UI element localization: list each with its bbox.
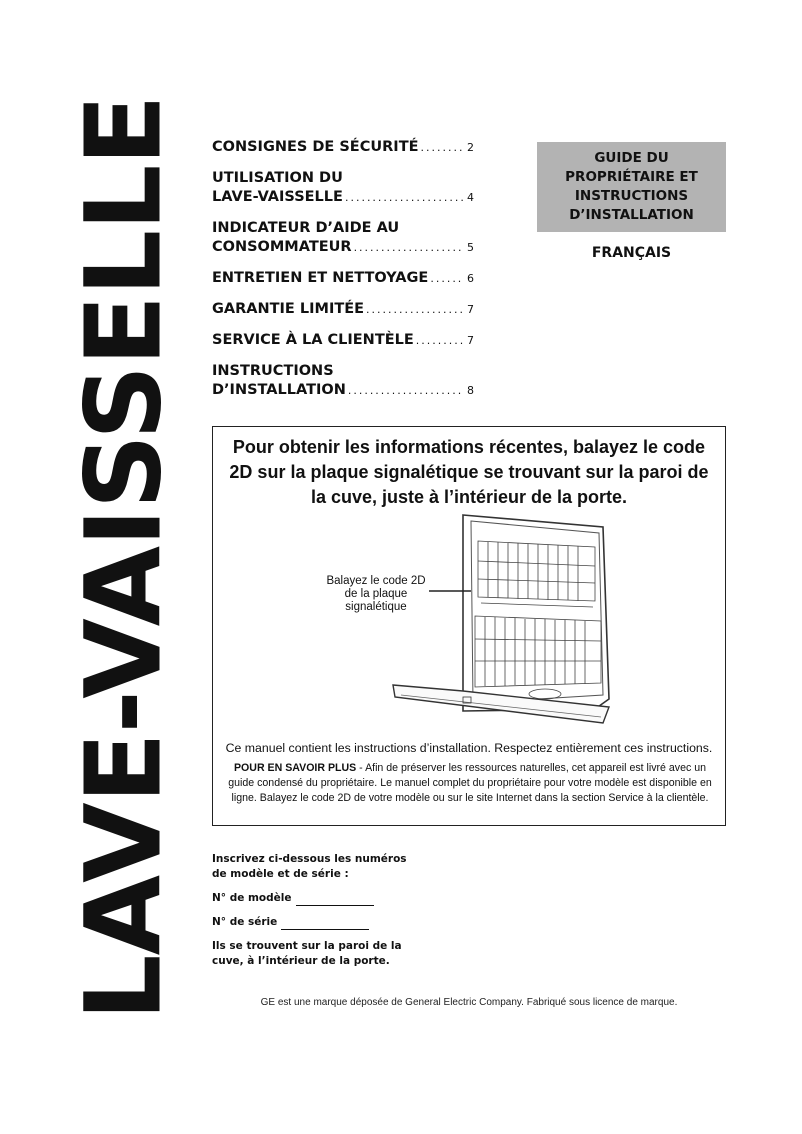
guide-title-text: GUIDE DU PROPRIÉTAIRE ET INSTRUCTIONS D’INSTALLATION	[565, 150, 698, 223]
table-of-contents	[212, 138, 474, 412]
toc-item-installation[interactable]	[212, 362, 474, 400]
info-box	[212, 426, 726, 826]
scan-headline: Pour obtenir les informations récentes, balayez le code 2D sur la plaque signalétique se trouvant sur la paroi de la cuve, juste à l’intérieur de la porte.	[229, 437, 709, 507]
toc-page-number: 7	[467, 303, 474, 316]
serial-number-section	[212, 852, 412, 978]
toc-page-number: 4	[467, 191, 474, 204]
toc-page-number: 5	[467, 241, 474, 254]
toc-item-label: INDICATEUR D’AIDE AU	[212, 220, 400, 236]
toc-leader-dots	[354, 238, 464, 257]
toc-item-usage[interactable]	[212, 169, 474, 207]
toc-item-label: SERVICE À LA CLIENTÈLE	[212, 332, 414, 348]
toc-leader-dots	[348, 381, 464, 400]
toc-item-label: UTILISATION DU	[212, 170, 343, 186]
toc-page-number: 2	[467, 141, 474, 154]
toc-page-number: 8	[467, 384, 474, 397]
serial-number-label: N° de série	[212, 916, 278, 928]
toc-item-consumer-help[interactable]	[212, 219, 474, 257]
toc-item-label: CONSIGNES DE SÉCURITÉ	[212, 139, 419, 155]
more-info-text: - Afin de préserver les ressources naturelles, cet appareil est livré avec un guide condensé du propriétaire. Le manuel complet du propriétaire pour votre modèle est disponible en ligne. Balayez le code 2D de votre modèle ou sur le site Internet dans la section Service à la clientèle.	[228, 762, 712, 804]
trademark-footer: GE est une marque déposée de General Electric Company. Fabriqué sous licence de marque.	[260, 997, 678, 1008]
toc-item-label: CONSOMMATEUR	[212, 239, 352, 255]
more-info-label: POUR EN SAVOIR PLUS	[233, 762, 357, 774]
product-title: LAVE-VAISSELLE	[63, 94, 186, 1021]
toc-item-label: D’INSTALLATION	[212, 382, 346, 398]
toc-item-safety[interactable]	[212, 138, 474, 157]
toc-leader-dots	[416, 331, 464, 350]
model-number-field[interactable]	[212, 891, 412, 906]
toc-leader-dots	[420, 138, 464, 157]
toc-leader-dots	[345, 188, 464, 207]
vertical-title-container	[63, 94, 186, 1021]
toc-item-label: LAVE-VAISSELLE	[212, 189, 343, 205]
toc-page-number: 6	[467, 272, 474, 285]
more-info-paragraph	[223, 761, 717, 806]
toc-leader-dots	[366, 300, 464, 319]
guide-title-box	[537, 142, 726, 232]
toc-leader-dots	[430, 269, 464, 288]
language-label: FRANÇAIS	[591, 245, 672, 261]
callout-label: Balayez le code 2D de la plaque signalétique	[326, 575, 426, 613]
toc-item-customer-service[interactable]	[212, 331, 474, 350]
serial-number-line[interactable]	[281, 919, 369, 930]
toc-item-label: ENTRETIEN ET NETTOYAGE	[212, 270, 429, 286]
dishwasher-illustration	[313, 511, 613, 731]
serial-intro: Inscrivez ci-dessous les numéros de modèle et de série :	[212, 853, 407, 880]
toc-page-number: 7	[467, 334, 474, 347]
toc-item-care-cleaning[interactable]	[212, 269, 474, 288]
location-note: Ils se trouvent sur la paroi de la cuve, à l’intérieur de la porte.	[212, 940, 402, 967]
serial-number-field[interactable]	[212, 915, 412, 930]
toc-item-label: INSTRUCTIONS	[212, 363, 334, 379]
toc-item-warranty[interactable]	[212, 300, 474, 319]
toc-item-label: GARANTIE LIMITÉE	[212, 301, 365, 317]
model-number-line[interactable]	[296, 895, 374, 906]
model-number-label: N° de modèle	[212, 892, 292, 904]
installation-note: Ce manuel contient les instructions d’installation. Respectez entièrement ces instructions.	[225, 741, 713, 755]
